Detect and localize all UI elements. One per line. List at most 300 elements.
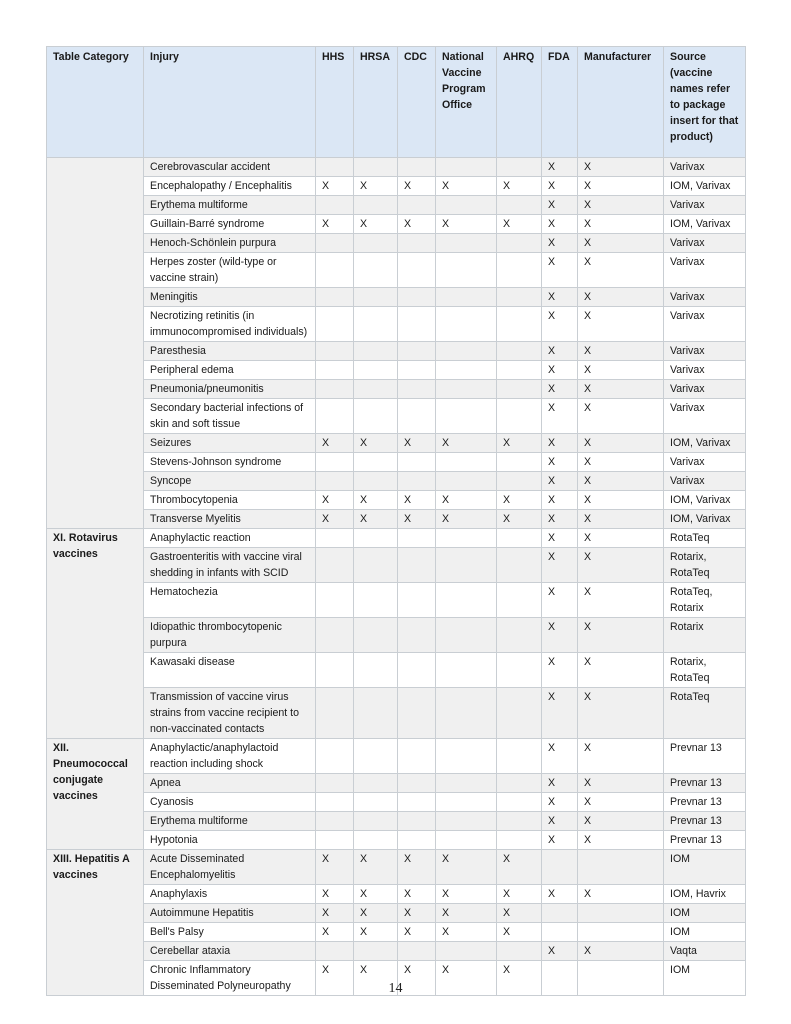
cdc-cell	[398, 158, 436, 177]
manufacturer-cell: X	[578, 653, 664, 688]
ahrq-cell: X	[497, 491, 542, 510]
cdc-cell: X	[398, 904, 436, 923]
manufacturer-cell: X	[578, 380, 664, 399]
cdc-cell	[398, 380, 436, 399]
injury-cell: Guillain-Barré syndrome	[144, 215, 316, 234]
table-row	[47, 380, 746, 399]
source-cell: Prevnar 13	[664, 739, 746, 774]
hrsa-cell	[354, 196, 398, 215]
table-header-row	[47, 47, 746, 158]
nvpo-cell	[436, 253, 497, 288]
hhs-cell	[316, 548, 354, 583]
manufacturer-cell: X	[578, 510, 664, 529]
hhs-cell	[316, 399, 354, 434]
ahrq-cell: X	[497, 904, 542, 923]
source-cell: IOM, Varivax	[664, 177, 746, 196]
source-cell: Rotarix, RotaTeq	[664, 548, 746, 583]
ahrq-cell: X	[497, 215, 542, 234]
hhs-cell	[316, 342, 354, 361]
nvpo-cell	[436, 739, 497, 774]
injury-cell: Seizures	[144, 434, 316, 453]
cdc-cell: X	[398, 510, 436, 529]
manufacturer-cell: X	[578, 288, 664, 307]
source-cell: Varivax	[664, 253, 746, 288]
hrsa-cell: X	[354, 850, 398, 885]
injury-cell: Idiopathic thrombocytopenic purpura	[144, 618, 316, 653]
fda-cell: X	[542, 812, 578, 831]
injury-cell: Cerebellar ataxia	[144, 942, 316, 961]
hhs-cell	[316, 739, 354, 774]
hhs-cell	[316, 380, 354, 399]
hhs-cell: X	[316, 177, 354, 196]
header-nvpo: National Vaccine Program Office	[436, 47, 497, 158]
manufacturer-cell: X	[578, 739, 664, 774]
ahrq-cell	[497, 739, 542, 774]
hhs-cell: X	[316, 491, 354, 510]
manufacturer-cell: X	[578, 793, 664, 812]
cdc-cell	[398, 234, 436, 253]
nvpo-cell	[436, 361, 497, 380]
ahrq-cell	[497, 774, 542, 793]
table-row	[47, 510, 746, 529]
hrsa-cell: X	[354, 885, 398, 904]
manufacturer-cell: X	[578, 196, 664, 215]
cdc-cell	[398, 793, 436, 812]
page-number: 14	[388, 981, 403, 996]
nvpo-cell	[436, 653, 497, 688]
hrsa-cell: X	[354, 434, 398, 453]
source-cell: IOM, Varivax	[664, 215, 746, 234]
fda-cell: X	[542, 653, 578, 688]
injury-cell: Erythema multiforme	[144, 196, 316, 215]
manufacturer-cell: X	[578, 253, 664, 288]
injury-cell: Gastroenteritis with vaccine viral shedding in infants with SCID	[144, 548, 316, 583]
table-row	[47, 618, 746, 653]
manufacturer-cell: X	[578, 942, 664, 961]
cdc-cell	[398, 342, 436, 361]
nvpo-cell	[436, 583, 497, 618]
hhs-cell	[316, 288, 354, 307]
hhs-cell: X	[316, 961, 354, 996]
ahrq-cell	[497, 618, 542, 653]
source-cell: IOM	[664, 904, 746, 923]
fda-cell: X	[542, 688, 578, 739]
hrsa-cell	[354, 158, 398, 177]
cdc-cell: X	[398, 961, 436, 996]
ahrq-cell	[497, 548, 542, 583]
source-cell: Prevnar 13	[664, 812, 746, 831]
fda-cell: X	[542, 793, 578, 812]
nvpo-cell	[436, 196, 497, 215]
injury-cell: Acute Disseminated Encephalomyelitis	[144, 850, 316, 885]
table-row	[47, 399, 746, 434]
hhs-cell	[316, 942, 354, 961]
fda-cell	[542, 904, 578, 923]
injury-cell: Anaphylactic reaction	[144, 529, 316, 548]
ahrq-cell	[497, 399, 542, 434]
table-row	[47, 342, 746, 361]
source-cell: Varivax	[664, 196, 746, 215]
fda-cell: X	[542, 618, 578, 653]
manufacturer-cell: X	[578, 688, 664, 739]
source-cell: Varivax	[664, 307, 746, 342]
fda-cell: X	[542, 307, 578, 342]
table-row	[47, 739, 746, 774]
nvpo-cell	[436, 453, 497, 472]
hhs-cell	[316, 196, 354, 215]
fda-cell: X	[542, 774, 578, 793]
table-row	[47, 831, 746, 850]
fda-cell: X	[542, 942, 578, 961]
nvpo-cell: X	[436, 215, 497, 234]
hrsa-cell	[354, 739, 398, 774]
hhs-cell	[316, 453, 354, 472]
injury-cell: Thrombocytopenia	[144, 491, 316, 510]
nvpo-cell	[436, 342, 497, 361]
hrsa-cell	[354, 942, 398, 961]
nvpo-cell	[436, 793, 497, 812]
hhs-cell	[316, 653, 354, 688]
hrsa-cell	[354, 548, 398, 583]
hhs-cell	[316, 774, 354, 793]
hrsa-cell	[354, 583, 398, 618]
table-row	[47, 288, 746, 307]
hrsa-cell	[354, 529, 398, 548]
manufacturer-cell: X	[578, 177, 664, 196]
hhs-cell	[316, 529, 354, 548]
table-row	[47, 434, 746, 453]
hhs-cell	[316, 793, 354, 812]
fda-cell: X	[542, 196, 578, 215]
fda-cell: X	[542, 361, 578, 380]
ahrq-cell: X	[497, 923, 542, 942]
table-row	[47, 923, 746, 942]
header-injury: Injury	[144, 47, 316, 158]
injury-cell: Herpes zoster (wild-type or vaccine strain)	[144, 253, 316, 288]
fda-cell: X	[542, 831, 578, 850]
hhs-cell	[316, 618, 354, 653]
header-cdc: CDC	[398, 47, 436, 158]
manufacturer-cell: X	[578, 342, 664, 361]
fda-cell: X	[542, 434, 578, 453]
manufacturer-cell: X	[578, 215, 664, 234]
ahrq-cell	[497, 793, 542, 812]
ahrq-cell	[497, 472, 542, 491]
manufacturer-cell: X	[578, 529, 664, 548]
hhs-cell	[316, 361, 354, 380]
ahrq-cell	[497, 234, 542, 253]
cdc-cell	[398, 618, 436, 653]
cdc-cell	[398, 548, 436, 583]
table-row	[47, 688, 746, 739]
hhs-cell	[316, 583, 354, 618]
hrsa-cell	[354, 653, 398, 688]
header-hhs: HHS	[316, 47, 354, 158]
ahrq-cell	[497, 342, 542, 361]
table-category-cell: XII. Pneumococcal conjugate vaccines	[47, 739, 144, 850]
manufacturer-cell	[578, 904, 664, 923]
ahrq-cell: X	[497, 510, 542, 529]
fda-cell: X	[542, 529, 578, 548]
cdc-cell	[398, 812, 436, 831]
fda-cell: X	[542, 380, 578, 399]
cdc-cell: X	[398, 215, 436, 234]
injury-cell: Hypotonia	[144, 831, 316, 850]
source-cell: IOM, Varivax	[664, 491, 746, 510]
hrsa-cell	[354, 831, 398, 850]
hrsa-cell	[354, 288, 398, 307]
hhs-cell	[316, 307, 354, 342]
hrsa-cell	[354, 774, 398, 793]
hrsa-cell	[354, 307, 398, 342]
manufacturer-cell: X	[578, 885, 664, 904]
table-row	[47, 653, 746, 688]
vaccine-injury-table	[46, 46, 746, 996]
manufacturer-cell: X	[578, 399, 664, 434]
manufacturer-cell: X	[578, 618, 664, 653]
source-cell: Rotarix, RotaTeq	[664, 653, 746, 688]
table-row	[47, 234, 746, 253]
nvpo-cell: X	[436, 491, 497, 510]
table-row	[47, 529, 746, 548]
manufacturer-cell: X	[578, 812, 664, 831]
injury-cell: Kawasaki disease	[144, 653, 316, 688]
injury-cell: Erythema multiforme	[144, 812, 316, 831]
ahrq-cell	[497, 307, 542, 342]
nvpo-cell: X	[436, 177, 497, 196]
injury-cell: Pneumonia/pneumonitis	[144, 380, 316, 399]
hhs-cell: X	[316, 885, 354, 904]
hhs-cell	[316, 472, 354, 491]
ahrq-cell: X	[497, 885, 542, 904]
nvpo-cell: X	[436, 434, 497, 453]
table-row	[47, 491, 746, 510]
cdc-cell	[398, 831, 436, 850]
hhs-cell	[316, 158, 354, 177]
injury-cell: Apnea	[144, 774, 316, 793]
cdc-cell	[398, 253, 436, 288]
source-cell: IOM	[664, 850, 746, 885]
nvpo-cell	[436, 529, 497, 548]
injury-cell: Encephalopathy / Encephalitis	[144, 177, 316, 196]
nvpo-cell: X	[436, 923, 497, 942]
manufacturer-cell: X	[578, 307, 664, 342]
hhs-cell	[316, 234, 354, 253]
cdc-cell	[398, 529, 436, 548]
fda-cell: X	[542, 253, 578, 288]
ahrq-cell	[497, 288, 542, 307]
hhs-cell: X	[316, 434, 354, 453]
hrsa-cell	[354, 812, 398, 831]
fda-cell: X	[542, 583, 578, 618]
injury-cell: Hematochezia	[144, 583, 316, 618]
source-cell: Varivax	[664, 342, 746, 361]
injury-cell: Meningitis	[144, 288, 316, 307]
injury-cell: Autoimmune Hepatitis	[144, 904, 316, 923]
table-row	[47, 472, 746, 491]
table-row	[47, 307, 746, 342]
table-row	[47, 885, 746, 904]
ahrq-cell: X	[497, 961, 542, 996]
nvpo-cell	[436, 774, 497, 793]
source-cell: Varivax	[664, 380, 746, 399]
fda-cell: X	[542, 472, 578, 491]
injury-cell: Bell's Palsy	[144, 923, 316, 942]
fda-cell: X	[542, 548, 578, 583]
manufacturer-cell: X	[578, 234, 664, 253]
hrsa-cell	[354, 453, 398, 472]
cdc-cell	[398, 653, 436, 688]
table-row	[47, 850, 746, 885]
hrsa-cell: X	[354, 904, 398, 923]
header-manufacturer: Manufacturer	[578, 47, 664, 158]
manufacturer-cell: X	[578, 158, 664, 177]
hrsa-cell: X	[354, 961, 398, 996]
hrsa-cell: X	[354, 491, 398, 510]
nvpo-cell: X	[436, 904, 497, 923]
ahrq-cell	[497, 583, 542, 618]
hrsa-cell	[354, 253, 398, 288]
manufacturer-cell: X	[578, 831, 664, 850]
ahrq-cell	[497, 361, 542, 380]
cdc-cell	[398, 774, 436, 793]
header-hrsa: HRSA	[354, 47, 398, 158]
table-row	[47, 548, 746, 583]
hrsa-cell: X	[354, 510, 398, 529]
ahrq-cell	[497, 529, 542, 548]
header-table-category: Table Category	[47, 47, 144, 158]
injury-cell: Anaphylactic/anaphylactoid reaction including shock	[144, 739, 316, 774]
source-cell: RotaTeq, Rotarix	[664, 583, 746, 618]
hrsa-cell: X	[354, 923, 398, 942]
fda-cell: X	[542, 288, 578, 307]
nvpo-cell	[436, 234, 497, 253]
hrsa-cell	[354, 380, 398, 399]
fda-cell: X	[542, 399, 578, 434]
cdc-cell: X	[398, 885, 436, 904]
source-cell: IOM, Varivax	[664, 510, 746, 529]
source-cell: Rotarix	[664, 618, 746, 653]
ahrq-cell	[497, 453, 542, 472]
cdc-cell	[398, 399, 436, 434]
cdc-cell	[398, 583, 436, 618]
fda-cell: X	[542, 158, 578, 177]
source-cell: Prevnar 13	[664, 774, 746, 793]
cdc-cell: X	[398, 850, 436, 885]
hrsa-cell	[354, 618, 398, 653]
nvpo-cell	[436, 831, 497, 850]
source-cell: Vaqta	[664, 942, 746, 961]
cdc-cell	[398, 361, 436, 380]
table-row	[47, 793, 746, 812]
fda-cell	[542, 850, 578, 885]
table-row	[47, 361, 746, 380]
ahrq-cell	[497, 380, 542, 399]
injury-cell: Transverse Myelitis	[144, 510, 316, 529]
cdc-cell	[398, 307, 436, 342]
hhs-cell: X	[316, 904, 354, 923]
ahrq-cell: X	[497, 850, 542, 885]
hrsa-cell: X	[354, 215, 398, 234]
nvpo-cell: X	[436, 510, 497, 529]
ahrq-cell	[497, 253, 542, 288]
cdc-cell: X	[398, 491, 436, 510]
manufacturer-cell: X	[578, 472, 664, 491]
header-source: Source (vaccine names refer to package insert for that product)	[664, 47, 746, 158]
table-row	[47, 215, 746, 234]
source-cell: Varivax	[664, 234, 746, 253]
injury-cell: Henoch-Schönlein purpura	[144, 234, 316, 253]
fda-cell: X	[542, 342, 578, 361]
source-cell: IOM, Havrix	[664, 885, 746, 904]
table-row	[47, 774, 746, 793]
nvpo-cell: X	[436, 850, 497, 885]
hrsa-cell: X	[354, 177, 398, 196]
manufacturer-cell: X	[578, 434, 664, 453]
manufacturer-cell: X	[578, 583, 664, 618]
source-cell: Varivax	[664, 158, 746, 177]
cdc-cell: X	[398, 177, 436, 196]
manufacturer-cell: X	[578, 453, 664, 472]
source-cell: Varivax	[664, 453, 746, 472]
ahrq-cell: X	[497, 434, 542, 453]
nvpo-cell	[436, 399, 497, 434]
source-cell: IOM	[664, 923, 746, 942]
source-cell: RotaTeq	[664, 688, 746, 739]
hrsa-cell	[354, 793, 398, 812]
fda-cell: X	[542, 215, 578, 234]
hrsa-cell	[354, 361, 398, 380]
hhs-cell: X	[316, 850, 354, 885]
manufacturer-cell: X	[578, 361, 664, 380]
source-cell: RotaTeq	[664, 529, 746, 548]
fda-cell: X	[542, 234, 578, 253]
hrsa-cell	[354, 342, 398, 361]
cdc-cell	[398, 453, 436, 472]
header-fda: FDA	[542, 47, 578, 158]
nvpo-cell	[436, 472, 497, 491]
ahrq-cell	[497, 831, 542, 850]
manufacturer-cell: X	[578, 548, 664, 583]
source-cell: Varivax	[664, 472, 746, 491]
manufacturer-cell: X	[578, 774, 664, 793]
nvpo-cell	[436, 380, 497, 399]
fda-cell: X	[542, 491, 578, 510]
cdc-cell	[398, 688, 436, 739]
injury-cell: Cyanosis	[144, 793, 316, 812]
fda-cell	[542, 923, 578, 942]
table-row	[47, 158, 746, 177]
hhs-cell: X	[316, 510, 354, 529]
ahrq-cell	[497, 812, 542, 831]
hhs-cell: X	[316, 923, 354, 942]
source-cell: IOM, Varivax	[664, 434, 746, 453]
cdc-cell	[398, 288, 436, 307]
source-cell: IOM	[664, 961, 746, 996]
nvpo-cell	[436, 812, 497, 831]
source-cell: Varivax	[664, 399, 746, 434]
hrsa-cell	[354, 688, 398, 739]
nvpo-cell	[436, 618, 497, 653]
hhs-cell	[316, 253, 354, 288]
cdc-cell	[398, 739, 436, 774]
ahrq-cell	[497, 196, 542, 215]
fda-cell: X	[542, 453, 578, 472]
table-row	[47, 583, 746, 618]
hrsa-cell	[354, 399, 398, 434]
table-body	[47, 158, 746, 996]
ahrq-cell	[497, 942, 542, 961]
